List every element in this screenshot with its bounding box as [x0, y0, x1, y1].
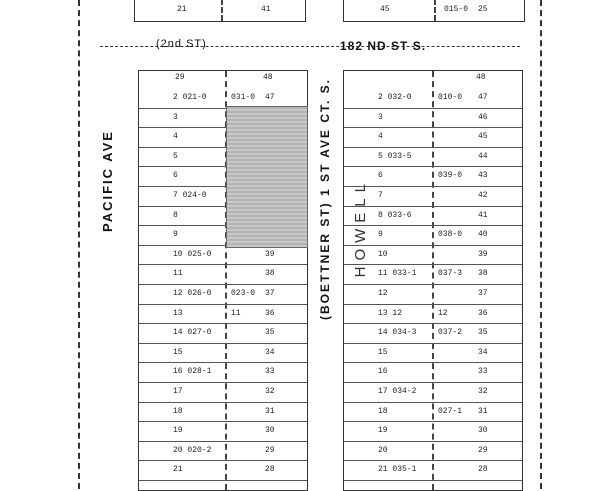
street-label: 182 ND ST S. [340, 39, 427, 53]
lot-row [139, 304, 307, 325]
right-boundary-line [540, 0, 542, 489]
lot-right-code: 027-1 [438, 406, 463, 416]
lot-row [344, 460, 522, 481]
lot-left-label: 14 034-3 [378, 328, 417, 338]
east-block [343, 70, 523, 491]
lot-left-label: 20 [378, 445, 388, 455]
lot-right-label: 37 [265, 289, 275, 298]
subdivision-label: HOWELL [352, 178, 369, 278]
lot-row [344, 225, 522, 246]
lot-row [344, 284, 522, 305]
lot-left-label: 8 033-6 [378, 210, 412, 220]
left-boundary-line [78, 0, 80, 489]
lot-row [139, 460, 307, 481]
lot-right-code: 039-0 [438, 171, 463, 181]
lot-row [344, 402, 522, 423]
street-alt-label: (2nd ST) [156, 38, 207, 50]
top-left-lot: 21 [177, 5, 187, 14]
lot-left-label: 2 021-0 [173, 93, 207, 102]
lot-left-label: 16 028-1 [173, 367, 212, 377]
lot-right-label: 32 [478, 387, 488, 396]
lot-right-label: 38 [478, 269, 488, 279]
lot-row [139, 382, 307, 403]
lot-left-label: 6 [173, 171, 178, 181]
lot-left-label: 9 [378, 230, 383, 240]
lot-row [344, 245, 522, 266]
lot-row [344, 382, 522, 403]
lot-right-code: 031-0 [231, 93, 256, 102]
lot-right-label: 39 [265, 249, 275, 259]
lot-row [139, 421, 307, 442]
lot-row [344, 323, 522, 344]
lot-left-label: 13 12 [378, 308, 403, 318]
lot-row [344, 362, 522, 383]
avenue-label: (BOETTNER ST) 1 ST AVE CT. S. [318, 77, 332, 320]
lot-right-label: 32 [265, 387, 275, 396]
lot-left-label: 2 032-0 [378, 93, 412, 102]
lot-right-label: 30 [478, 426, 488, 436]
lot-right-label: 29 [265, 445, 275, 455]
lot-left-label: 4 [173, 132, 178, 142]
lot-right-code: 010-0 [438, 93, 463, 102]
lot-left-label: 17 034-2 [378, 387, 417, 396]
lot-row [139, 284, 307, 305]
lot-right-label: 37 [478, 289, 488, 298]
lot-left-label: 12 [378, 289, 388, 298]
lot-left-label: 14 027-0 [173, 328, 212, 338]
lot-right-label: 45 [478, 132, 488, 142]
lot-right-code: 023-0 [231, 289, 256, 298]
lot-right-code: 038-0 [438, 230, 463, 240]
lot-row [139, 323, 307, 344]
lot-row [139, 402, 307, 423]
lot-row [344, 304, 522, 325]
lot-row [344, 127, 522, 148]
lot-right-code: 037-3 [438, 269, 463, 279]
lot-right-label: 31 [478, 406, 488, 416]
lot-right-code: 12 [438, 308, 448, 318]
lot-left-label: 7 [378, 191, 383, 200]
lot-left-label: 4 [378, 132, 383, 142]
lot-left-label: 3 [173, 112, 178, 122]
lot-right-label: 35 [478, 328, 488, 338]
lot-left-label: 17 [173, 387, 183, 396]
lot-right-label: 34 [478, 347, 488, 357]
block-header-left: 48 [476, 73, 486, 82]
lot-right-label: 46 [478, 112, 488, 122]
block-divider [434, 0, 436, 21]
lot-left-label: 21 035-1 [378, 465, 417, 475]
lot-left-label: 16 [378, 367, 388, 377]
lot-row [344, 186, 522, 207]
lot-left-label: 3 [378, 112, 383, 122]
lot-row [344, 264, 522, 285]
lot-left-label: 18 [378, 406, 388, 416]
lot-right-label: 47 [478, 93, 488, 102]
lot-right-label: 33 [478, 367, 488, 377]
pacific-ave-label: PACIFIC AVE [100, 130, 115, 232]
lot-left-label: 7 024-0 [173, 191, 207, 200]
lot-right-label: 41 [478, 210, 488, 220]
lot-left-label: 15 [378, 347, 388, 357]
lot-right-label: 36 [478, 308, 488, 318]
lot-left-label: 10 025-0 [173, 249, 212, 259]
lot-left-label: 11 033-1 [378, 269, 417, 279]
lot-left-label: 19 [173, 426, 183, 436]
lot-left-label: 5 033-5 [378, 151, 412, 161]
block-header-left: 29 [175, 73, 185, 82]
top-west-block [134, 0, 306, 22]
lot-left-label: 18 [173, 406, 183, 416]
lot-row [344, 147, 522, 168]
lot-left-label: 9 [173, 230, 178, 240]
lot-right-label: 28 [265, 465, 275, 475]
lot-row [139, 264, 307, 285]
lot-right-label: 28 [478, 465, 488, 475]
lot-row [344, 441, 522, 462]
lot-right-label: 29 [478, 445, 488, 455]
lot-right-label: 44 [478, 151, 488, 161]
lot-right-label: 34 [265, 347, 275, 357]
lot-left-label: 8 [173, 210, 178, 220]
lot-left-label: 20 020-2 [173, 445, 212, 455]
lot-row [344, 421, 522, 442]
lot-right-code: 037-2 [438, 328, 463, 338]
lot-left-label: 6 [378, 171, 383, 181]
shaded-parcel [226, 106, 308, 248]
lot-right-label: 35 [265, 328, 275, 338]
block-header-right: 48 [263, 73, 273, 82]
lot-left-label: 12 026-0 [173, 289, 212, 298]
lot-row [344, 108, 522, 129]
lot-row [139, 343, 307, 364]
lot-left-label: 15 [173, 347, 183, 357]
lot-right-label: 40 [478, 230, 488, 240]
lot-right-label: 33 [265, 367, 275, 377]
lot-row [344, 88, 522, 109]
lot-right-code: 11 [231, 308, 241, 318]
lot-row [139, 441, 307, 462]
lot-row [344, 166, 522, 187]
lot-left-label: 10 [378, 249, 388, 259]
lot-right-label: 38 [265, 269, 275, 279]
top-mid-lot: 41 [261, 5, 271, 14]
lot-right-label: 39 [478, 249, 488, 259]
lot-left-label: 11 [173, 269, 183, 279]
lot-left-label: 5 [173, 151, 178, 161]
lot-right-label: 31 [265, 406, 275, 416]
top-right-code: 015-0 [444, 5, 469, 14]
lot-right-label: 47 [265, 93, 275, 102]
lot-right-label: 36 [265, 308, 275, 318]
top-east-block [343, 0, 525, 22]
lot-left-label: 19 [378, 426, 388, 436]
lot-right-label: 43 [478, 171, 488, 181]
top-east-mid-lot: 45 [380, 5, 390, 14]
lot-row [344, 206, 522, 227]
block-divider [221, 0, 223, 21]
lot-right-label: 42 [478, 191, 488, 200]
top-right-lot: 25 [478, 5, 488, 14]
lot-row [139, 362, 307, 383]
lot-row [344, 343, 522, 364]
lot-left-label: 21 [173, 465, 183, 475]
lot-right-label: 30 [265, 426, 275, 436]
lot-left-label: 13 [173, 308, 183, 318]
